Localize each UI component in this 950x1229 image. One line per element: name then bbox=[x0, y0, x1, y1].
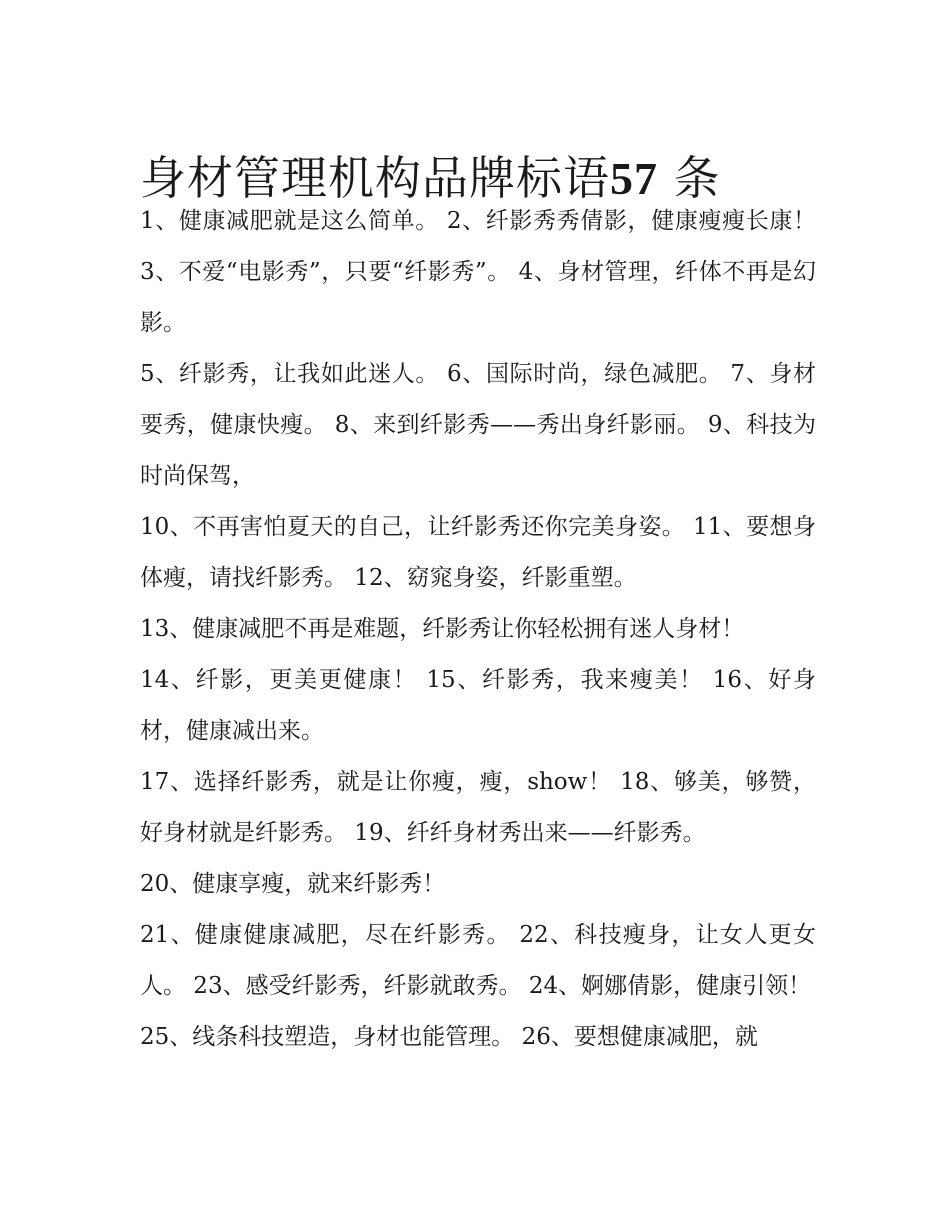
slogan-paragraph: 10、不再害怕夏天的自己，让纤影秀还你完美身姿。 11、要想身体瘦，请找纤影秀。 12、窈窕身姿，纤影重塑。 bbox=[140, 514, 816, 591]
slogan-paragraph: 25、线条科技塑造，身材也能管理。 26、要想健康减肥，就 bbox=[140, 1024, 758, 1050]
slogan-paragraph: 5、纤影秀，让我如此迷人。 6、国际时尚，绿色减肥。 7、身材要秀，健康快瘦。 8、来到纤影秀——秀出身纤影丽。 9、科技为时尚保驾， bbox=[140, 361, 816, 489]
slogan-paragraph: 21、健康健康减肥，尽在纤影秀。 22、科技瘦身，让女人更女人。 23、感受纤影秀，纤影就敢秀。 24、婀娜倩影，健康引领！ bbox=[140, 922, 816, 999]
slogan-paragraph: 14、纤影，更美更健康！ 15、纤影秀，我来瘦美！ 16、好身材，健康减出来。 bbox=[140, 667, 816, 744]
slogan-paragraph: 17、选择纤影秀，就是让你瘦，瘦，show！ 18、够美，够赞，好身材就是纤影秀。 19、纤纤身材秀出来——纤影秀。 bbox=[140, 769, 816, 846]
slogan-paragraph: 13、健康减肥不再是难题，纤影秀让你轻松拥有迷人身材！ bbox=[140, 616, 745, 642]
title-suffix: 条 bbox=[673, 150, 721, 205]
title-text: 身材管理机构品牌标语 bbox=[140, 150, 610, 205]
title-number: 57 bbox=[610, 152, 658, 204]
slogan-list bbox=[140, 196, 816, 1063]
slogan-paragraph: 20、健康享瘦，就来纤影秀！ bbox=[140, 871, 446, 897]
slogan-paragraph: 1、健康减肥就是这么简单。 2、纤影秀秀倩影，健康瘦瘦长康！ 3、不爱“电影秀”，只要“纤影秀”。 4、身材管理，纤体不再是幻影。 bbox=[140, 208, 816, 336]
